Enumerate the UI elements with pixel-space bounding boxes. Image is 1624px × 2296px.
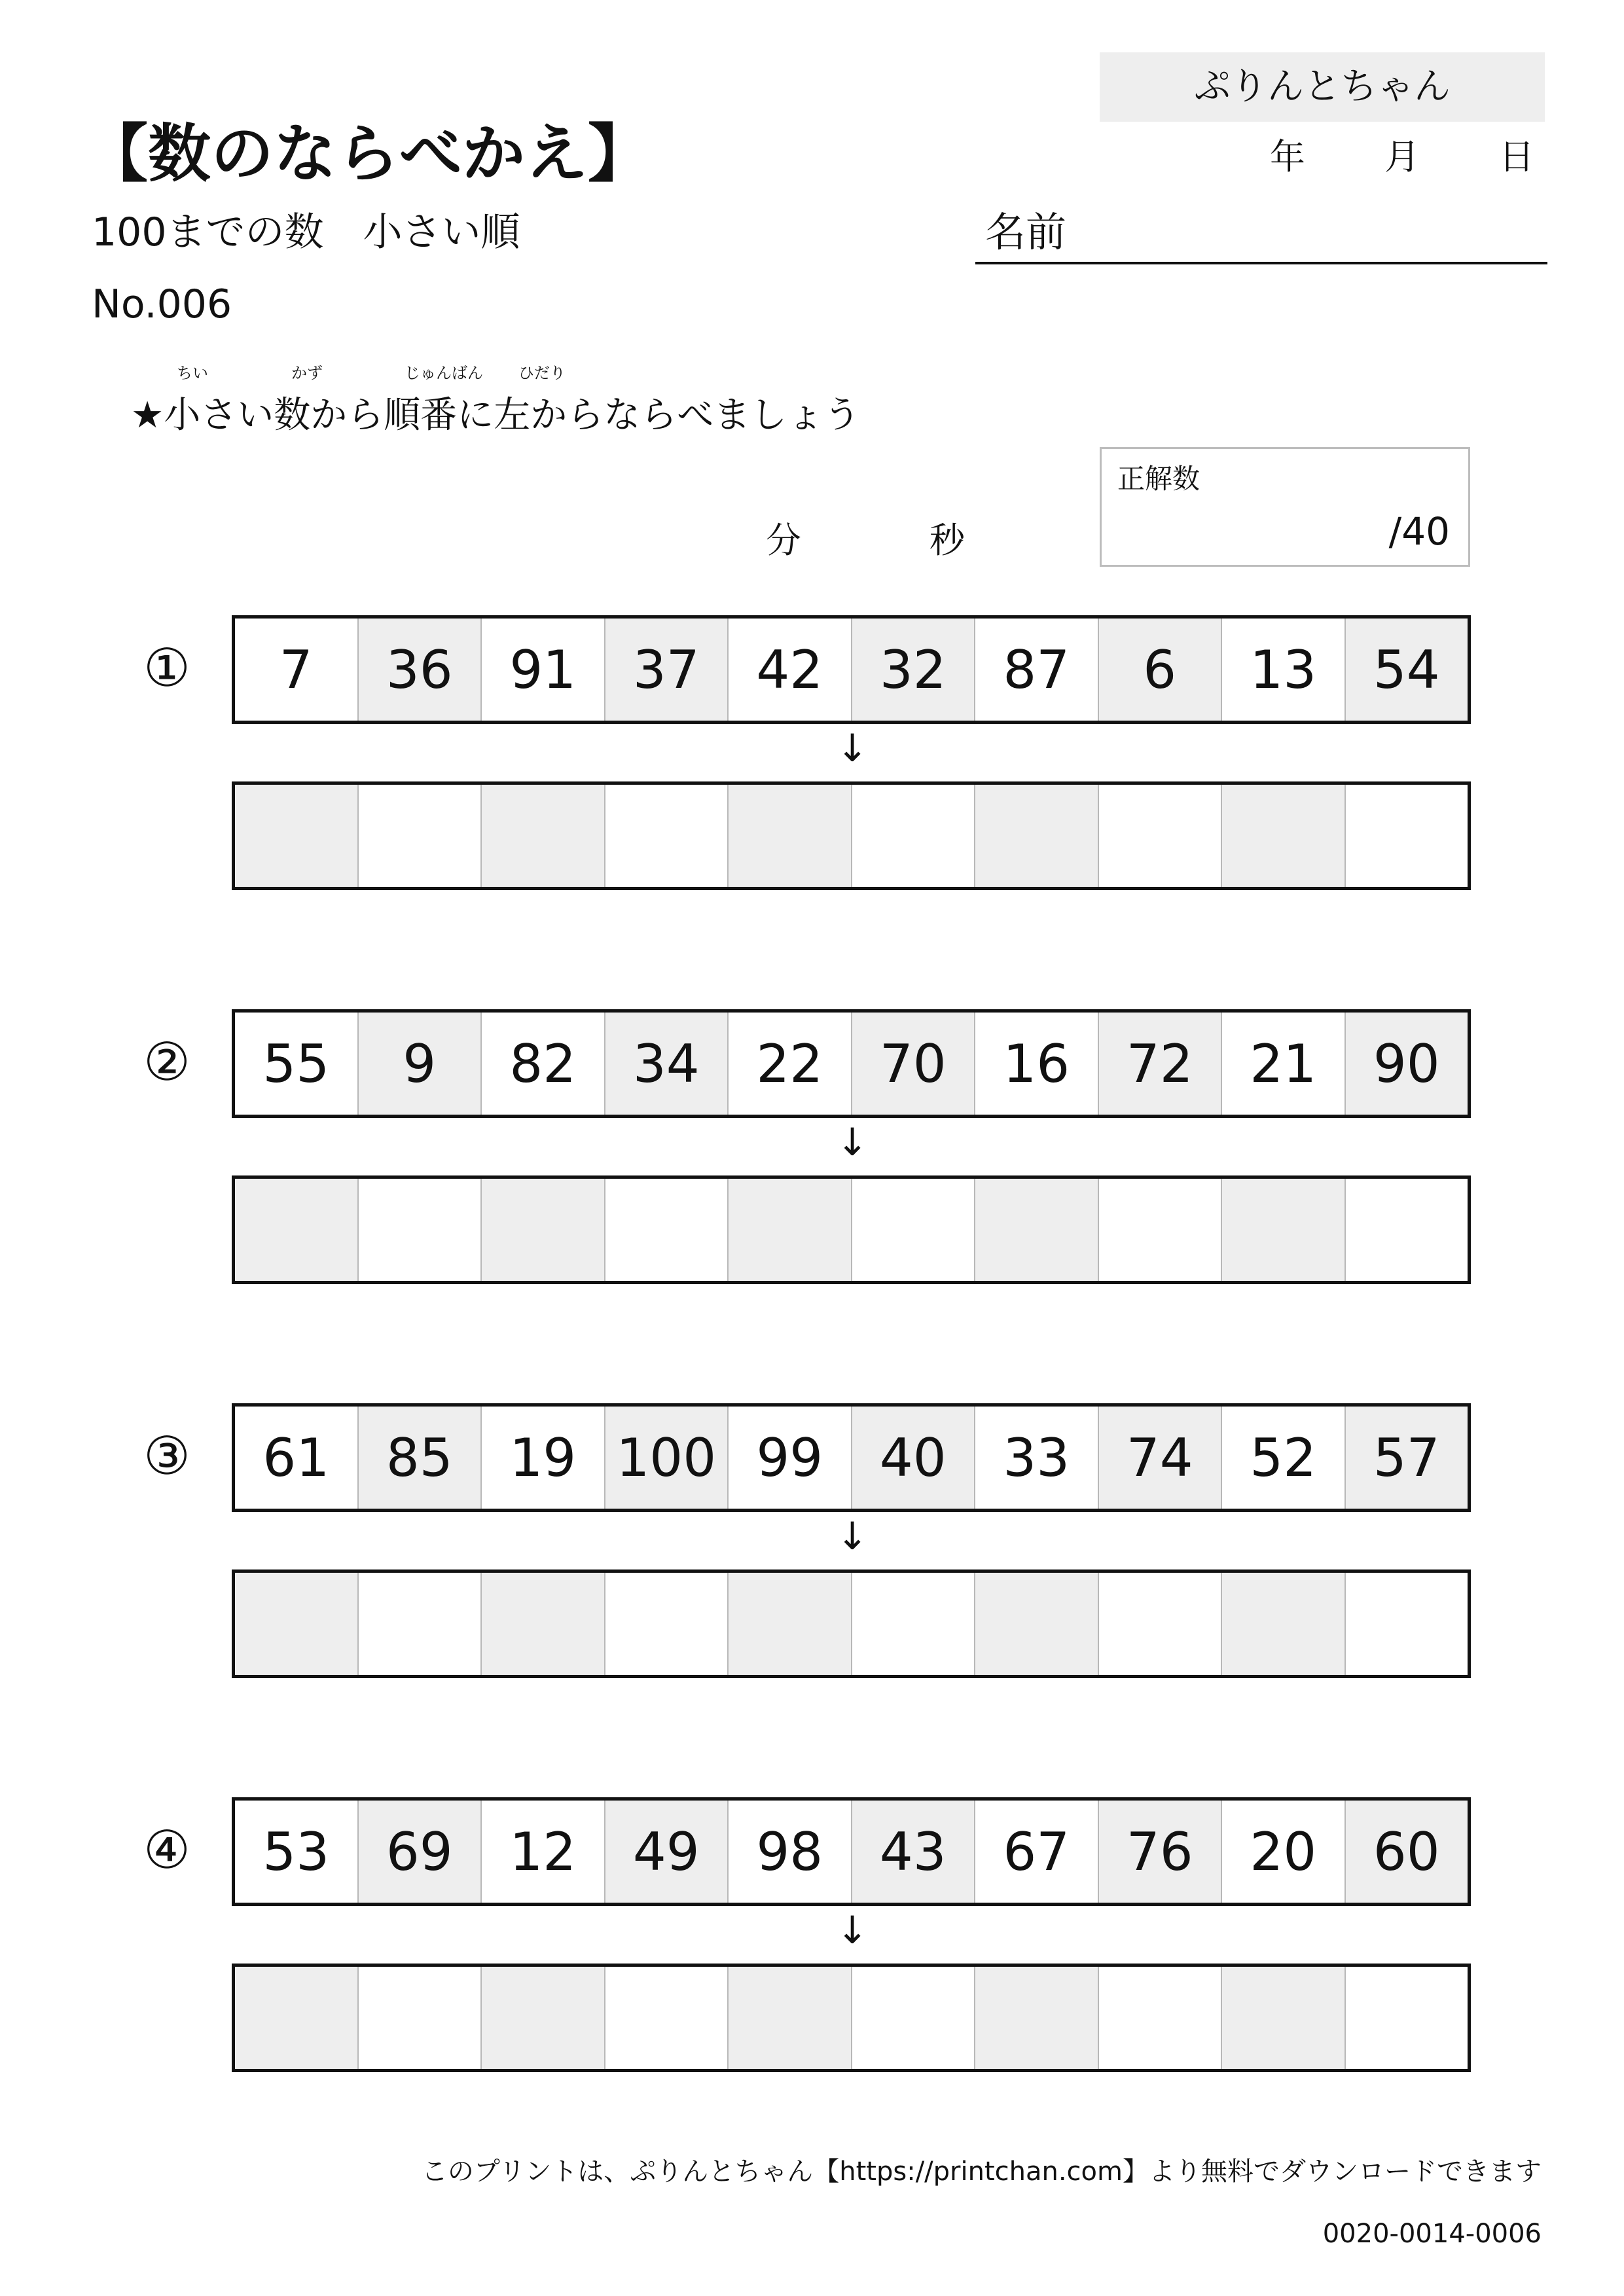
answer-cell[interactable] (1099, 1573, 1223, 1675)
ruby-hidari: ひだり (518, 364, 566, 382)
answer-cell[interactable] (482, 1573, 605, 1675)
answer-cell[interactable] (235, 1179, 359, 1281)
answer-cell[interactable] (975, 1967, 1099, 2069)
answer-cell[interactable] (1099, 1179, 1223, 1281)
number-cell: 7 (235, 619, 359, 721)
answer-cell[interactable] (975, 1573, 1099, 1675)
date-year-label: 年 (1270, 136, 1305, 177)
seconds-label: 秒 (929, 520, 965, 561)
ruby-kazu: かず (291, 364, 323, 382)
answer-cell[interactable] (359, 785, 482, 887)
answer-cell[interactable] (975, 1179, 1099, 1281)
answer-cell[interactable] (852, 1573, 976, 1675)
answer-cell[interactable] (1346, 1573, 1468, 1675)
number-cell: 43 (852, 1801, 976, 1903)
number-cell: 69 (359, 1801, 482, 1903)
number-cell: 53 (235, 1801, 359, 1903)
down-arrow-icon: ↓ (836, 1120, 869, 1164)
number-cell: 33 (975, 1407, 1099, 1509)
number-cell: 76 (1099, 1801, 1223, 1903)
number-cell: 61 (235, 1407, 359, 1509)
answer-cell[interactable] (1222, 1573, 1346, 1675)
problem-2-answer-row (232, 1175, 1471, 1284)
answer-cell[interactable] (605, 1179, 729, 1281)
number-cell: 55 (235, 1013, 359, 1115)
number-cell: 36 (359, 619, 482, 721)
number-cell: 90 (1346, 1013, 1468, 1115)
problem-1-label: ① (143, 637, 190, 698)
problem-3-answer-row (232, 1570, 1471, 1678)
number-cell: 37 (605, 619, 729, 721)
number-cell: 20 (1222, 1801, 1346, 1903)
date-month-label: 月 (1384, 136, 1420, 177)
answer-cell[interactable] (1346, 785, 1468, 887)
number-cell: 49 (605, 1801, 729, 1903)
problem-3-numbers-row (232, 1403, 1471, 1512)
answer-cell[interactable] (482, 785, 605, 887)
answer-cell[interactable] (235, 1573, 359, 1675)
number-cell: 98 (729, 1801, 852, 1903)
date-day-label: 日 (1499, 136, 1534, 177)
number-cell: 21 (1222, 1013, 1346, 1115)
number-cell: 85 (359, 1407, 482, 1509)
score-total: /40 (1388, 509, 1450, 554)
minutes-label: 分 (766, 520, 801, 561)
worksheet-title: 【数のならべかえ】 (85, 117, 651, 190)
number-cell: 16 (975, 1013, 1099, 1115)
name-label: 名前 (985, 208, 1067, 256)
number-cell: 70 (852, 1013, 976, 1115)
answer-cell[interactable] (235, 785, 359, 887)
number-cell: 72 (1099, 1013, 1223, 1115)
instruction-text: ★小さい数から順番に左からならべましょう (131, 394, 861, 437)
problem-1-numbers-row (232, 615, 1471, 724)
answer-cell[interactable] (852, 785, 976, 887)
number-cell: 74 (1099, 1407, 1223, 1509)
ruby-junban: じゅんばん (405, 364, 483, 382)
score-label: 正解数 (1117, 463, 1200, 495)
number-cell: 91 (482, 619, 605, 721)
answer-cell[interactable] (359, 1573, 482, 1675)
answer-cell[interactable] (1222, 1967, 1346, 2069)
name-field-line[interactable] (975, 262, 1547, 264)
number-cell: 99 (729, 1407, 852, 1509)
answer-cell[interactable] (605, 785, 729, 887)
number-cell: 32 (852, 619, 976, 721)
footer-notice: このプリントは、ぷりんとちゃん【https://printchan.com】より無料でダウンロードできます (421, 2157, 1542, 2187)
number-cell: 13 (1222, 619, 1346, 721)
number-cell: 34 (605, 1013, 729, 1115)
footer-code: 0020-0014-0006 (1322, 2219, 1542, 2249)
answer-cell[interactable] (852, 1967, 976, 2069)
worksheet-subtitle: 100までの数 小さい順 (92, 209, 520, 255)
answer-cell[interactable] (1099, 785, 1223, 887)
worksheet-number: No.006 (92, 281, 232, 327)
answer-cell[interactable] (1222, 785, 1346, 887)
answer-cell[interactable] (729, 1573, 852, 1675)
down-arrow-icon: ↓ (836, 1514, 869, 1558)
answer-cell[interactable] (729, 1179, 852, 1281)
answer-cell[interactable] (1222, 1179, 1346, 1281)
answer-cell[interactable] (1346, 1179, 1468, 1281)
number-cell: 12 (482, 1801, 605, 1903)
ruby-chii: ちい (177, 364, 208, 382)
answer-cell[interactable] (359, 1967, 482, 2069)
problem-3-label: ③ (143, 1426, 190, 1486)
answer-cell[interactable] (482, 1967, 605, 2069)
score-box[interactable] (1100, 447, 1470, 567)
answer-cell[interactable] (1346, 1967, 1468, 2069)
number-cell: 42 (729, 619, 852, 721)
answer-cell[interactable] (235, 1967, 359, 2069)
problem-2-label: ② (143, 1031, 190, 1092)
problem-4-label: ④ (143, 1820, 190, 1880)
number-cell: 87 (975, 619, 1099, 721)
answer-cell[interactable] (975, 785, 1099, 887)
problem-2-numbers-row (232, 1009, 1471, 1118)
answer-cell[interactable] (852, 1179, 976, 1281)
number-cell: 9 (359, 1013, 482, 1115)
problem-4-numbers-row (232, 1797, 1471, 1906)
number-cell: 54 (1346, 619, 1468, 721)
answer-cell[interactable] (729, 785, 852, 887)
number-cell: 19 (482, 1407, 605, 1509)
number-cell: 22 (729, 1013, 852, 1115)
answer-cell[interactable] (482, 1179, 605, 1281)
number-cell: 52 (1222, 1407, 1346, 1509)
number-cell: 57 (1346, 1407, 1468, 1509)
answer-cell[interactable] (1099, 1967, 1223, 2069)
number-cell: 6 (1099, 619, 1223, 721)
problem-1-answer-row (232, 781, 1471, 890)
number-cell: 67 (975, 1801, 1099, 1903)
brand-label: ぷりんとちゃん (1100, 52, 1545, 122)
down-arrow-icon: ↓ (836, 1908, 869, 1952)
answer-cell[interactable] (729, 1967, 852, 2069)
answer-cell[interactable] (605, 1573, 729, 1675)
answer-cell[interactable] (605, 1967, 729, 2069)
number-cell: 40 (852, 1407, 976, 1509)
answer-cell[interactable] (359, 1179, 482, 1281)
problem-4-answer-row (232, 1964, 1471, 2072)
number-cell: 60 (1346, 1801, 1468, 1903)
number-cell: 100 (605, 1407, 729, 1509)
number-cell: 82 (482, 1013, 605, 1115)
down-arrow-icon: ↓ (836, 726, 869, 770)
